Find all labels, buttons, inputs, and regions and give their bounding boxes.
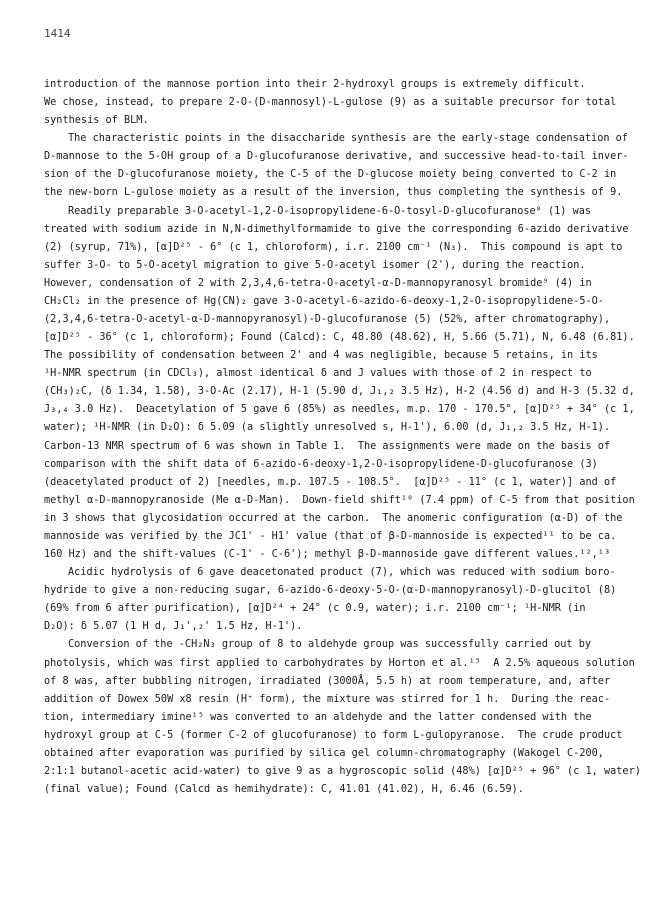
- text-line: hydride to give a non-reducing sugar, 6-azido-6-deoxy-5-O-(α-D-mannopyranosyl)-D-glucitol (8): [44, 585, 617, 597]
- text-line: D-mannose to the 5-OH group of a D-glucofuranose derivative, and successive head-to-tail inver-: [44, 151, 629, 163]
- text-line: mannoside was verified by the JC1' - H1' value (that of β-D-mannoside is expected¹¹ to be ca.: [44, 530, 617, 542]
- text-line: [α]D²⁵ - 36° (c 1, chloroform); Found (Calcd): C, 48.80 (48.62), H, 5.66 (5.71), N, 6.48 (6.81).: [44, 332, 635, 344]
- text-line: (CH₃)₂C, (δ 1.34, 1.58), 3-O-Ac (2.17), H-1 (5.90 d, J₁,₂ 3.5 Hz), H-2 (4.56 d) and H-3 (5.32 d,: [44, 386, 635, 398]
- text-line: obtained after evaporation was purified by silica gel column-chromatography (Wakogel C-200,: [44, 747, 604, 759]
- text-line: ¹H-NMR spectrum (in CDCl₃), almost identical δ and J values with those of 2 in respect to: [44, 368, 592, 380]
- text-line: addition of Dowex 50W x8 resin (H⁺ form), the mixture was stirred for 1 h. During the reac-: [44, 693, 611, 705]
- text-line: (deacetylated product of 2) [needles, m.p. 107.5 - 108.5°. [α]D²⁵ - 11° (c 1, water)] and of: [44, 476, 617, 488]
- text-line: However, condensation of 2 with 2,3,4,6-tetra-O-acetyl-α-D-mannopyranosyl bromide⁹ (4) in: [44, 277, 592, 289]
- body-text: [44, 76, 642, 799]
- text-line: (final value); Found (Calcd as hemihydrate): C, 41.01 (41.02), H, 6.46 (6.59).: [44, 784, 524, 796]
- text-line: 160 Hz) and the shift-values (C-1' - C-6'); methyl β-D-mannoside gave different values.¹²,¹³: [44, 549, 611, 561]
- text-line: hydroxyl group at C-5 (former C-2 of glucofuranose) to form L-gulopyranose. The crude product: [44, 729, 623, 741]
- text-line: water); ¹H-NMR (in D₂O): δ 5.09 (a slightly unresolved s, H-1'), 6.00 (d, J₁,₂ 3.5 Hz, H-1).: [44, 422, 611, 434]
- text-line: sion of the D-glucofuranose moiety, the C-5 of the D-glucose moiety being converted to C-2 in: [44, 169, 617, 181]
- text-line: of 8 was, after bubbling nitrogen, irradiated (3000Å, 5.5 h) at room temperature, and, after: [44, 675, 611, 687]
- text-line: Readily preparable 3-O-acetyl-1,2-O-isopropylidene-6-O-tosyl-D-glucofuranose⁸ (1) was: [68, 205, 592, 217]
- text-line: in 3 shows that glycosidation occurred at the carbon. The anomeric configuration (α-D) of the: [44, 512, 623, 524]
- text-line: comparison with the shift data of 6-azido-6-deoxy-1,2-O-isopropylidene-D-glucofuranose (3): [44, 458, 598, 470]
- text-line: (69% from 6 after purification), [α]D²⁴ + 24° (c 0.9, water); i.r. 2100 cm⁻¹; ¹H-NMR (in: [44, 603, 586, 615]
- text-line: the new-born L-gulose moiety as a result of the inversion, thus completing the synthesis of 9.: [44, 187, 623, 199]
- text-line: Conversion of the -CH₂N₃ group of 8 to aldehyde group was successfully carried out by: [68, 639, 592, 651]
- page-number: 1414: [44, 27, 71, 40]
- text-line: CH₂Cl₂ in the presence of Hg(CN)₂ gave 3-O-acetyl-6-azido-6-deoxy-1,2-O-isopropylidene-5-O-: [44, 295, 604, 307]
- text-line: We chose, instead, to prepare 2-O-(D-mannosyl)-L-gulose (9) as a suitable precursor for total: [44, 97, 617, 109]
- text-line: methyl α-D-mannopyranoside (Me α-D-Man). Down-field shift¹⁰ (7.4 ppm) of C-5 from that position: [44, 494, 635, 506]
- text-line: Acidic hydrolysis of 6 gave deacetonated product (7), which was reduced with sodium boro-: [68, 567, 616, 579]
- text-line: photolysis, which was first applied to carbohydrates by Horton et al.¹⁵ A 2.5% aqueous solution: [44, 657, 635, 669]
- text-line: suffer 3-O- to 5-O-acetyl migration to give 5-O-acetyl isomer (2'), during the reaction.: [44, 259, 586, 271]
- text-line: synthesis of BLM.: [44, 115, 149, 127]
- text-line: introduction of the mannose portion into their 2-hydroxyl groups is extremely difficult.: [44, 79, 586, 90]
- text-line: J₃,₄ 3.0 Hz). Deacetylation of 5 gave 6 (85%) as needles, m.p. 170 - 170.5°, [α]D²⁵ + 34° (c 1,: [44, 404, 635, 416]
- text-line: treated with sodium azide in N,N-dimethylformamide to give the corresponding 6-azido derivative: [44, 223, 629, 235]
- text-line: D₂O): δ 5.07 (1 H d, J₁',₂' 1.5 Hz, H-1').: [44, 621, 303, 633]
- text-line: The characteristic points in the disaccharide synthesis are the early-stage condensation of: [68, 133, 628, 145]
- text-line: tion, intermediary imine¹⁵ was converted to an aldehyde and the latter condensed with the: [44, 711, 592, 723]
- text-line: (2) (syrup, 71%), [α]D²⁵ - 6° (c 1, chloroform), i.r. 2100 cm⁻¹ (N₃). This compound is apt to: [44, 241, 623, 253]
- text-line: 2:1:1 butanol-acetic acid-water) to give 9 as a hygroscopic solid (48%) [α]D²⁵ + 96° (c 1, water): [44, 765, 641, 777]
- text-line: The possibility of condensation between 2' and 4 was negligible, because 5 retains, in its: [44, 350, 598, 362]
- text-line: (2,3,4,6-tetra-O-acetyl-α-D-mannopyranosyl)-D-glucofuranose (5) (52%, after chromatography),: [44, 314, 611, 326]
- text-line: Carbon-13 NMR spectrum of 6 was shown in Table 1. The assignments were made on the basis of: [44, 440, 611, 452]
